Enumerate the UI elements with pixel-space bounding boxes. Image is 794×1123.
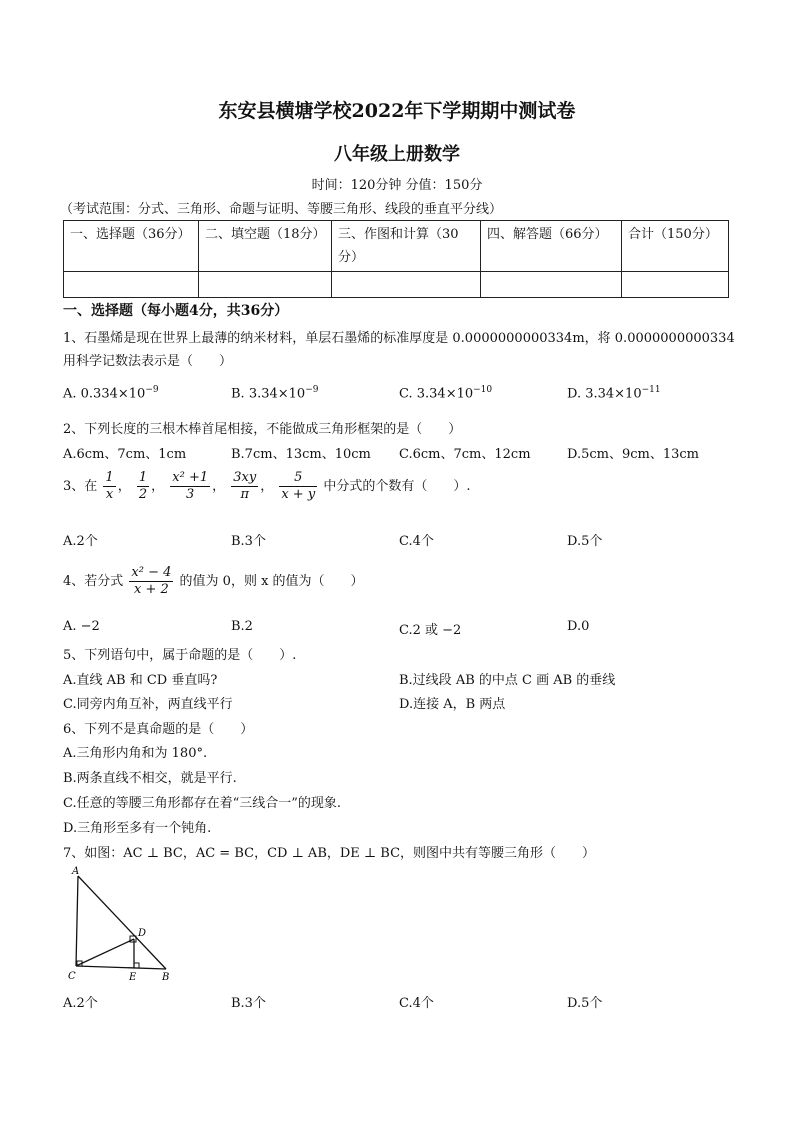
q5-option-b[interactable]: B.过线段 AB 的中点 C 画 AB 的垂线 xyxy=(399,673,616,688)
q2-option-d[interactable]: D.5cm、9cm、13cm xyxy=(567,447,699,462)
q1-stem-line2: 用科学记数法表示是（ ） xyxy=(63,354,233,369)
q2-option-c[interactable]: C.6cm、7cm、12cm xyxy=(399,447,531,462)
q1-option-c[interactable] xyxy=(399,385,492,401)
label-c: C xyxy=(68,971,76,982)
q2-option-b[interactable]: B.7cm、13cm、10cm xyxy=(231,447,371,462)
q4-fraction xyxy=(129,565,173,598)
q2-stem: 2、下列长度的三根木棒首尾相接，不能做成三角形框架的是（ ） xyxy=(63,422,462,437)
q4-option-a[interactable]: A. −2 xyxy=(63,619,100,634)
q1-option-b[interactable] xyxy=(231,385,318,401)
exam-meta: 时间：120分钟 分值：150分 xyxy=(311,178,483,193)
q1-option-a-text: A. 0.334×10 xyxy=(63,386,146,402)
q1-option-c-exp: −10 xyxy=(473,385,493,395)
q5-option-c[interactable]: C.同旁内角互补，两直线平行 xyxy=(63,697,233,712)
segment-ab xyxy=(78,876,166,969)
score-header-answer: 四、解答题（66分） xyxy=(481,221,622,272)
segment-ac xyxy=(76,876,78,966)
q1-option-c-text: C. 3.34×10 xyxy=(399,386,474,402)
q1-option-a[interactable] xyxy=(63,385,159,401)
q3-f4-den: π xyxy=(240,487,249,502)
q5-option-a[interactable]: A.直线 AB 和 CD 垂直吗? xyxy=(63,673,218,688)
segment-cb xyxy=(76,966,166,969)
q3-suffix: 中分式的个数有（ ）. xyxy=(323,479,471,494)
q5-stem: 5、下列语句中，属于命题的是（ ）. xyxy=(63,648,297,663)
score-table-header-row xyxy=(64,221,729,272)
q1-option-b-exp: −9 xyxy=(305,385,319,395)
q1-option-d-text: D. 3.34×10 xyxy=(567,386,642,402)
q3-fraction-1 xyxy=(103,470,115,503)
q7-triangle-figure xyxy=(66,866,176,986)
q3-f1-den: x xyxy=(105,487,114,502)
score-table xyxy=(63,220,729,298)
q3-prefix: 3、在 xyxy=(63,479,98,494)
q4-option-b[interactable]: B.2 xyxy=(231,619,253,634)
q7-option-b[interactable]: B.3个 xyxy=(231,996,266,1011)
q1-option-d[interactable] xyxy=(567,385,661,401)
q1-option-b-text: B. 3.34×10 xyxy=(231,386,306,402)
score-table-value-row xyxy=(64,272,729,298)
q2-option-a[interactable]: A.6cm、7cm、1cm xyxy=(63,447,187,462)
q3-f4-num: 3xy xyxy=(233,470,257,485)
exam-title: 东安县横塘学校2022年下学期期中测试卷 xyxy=(218,100,576,122)
score-cell-fill[interactable] xyxy=(199,272,332,298)
q7-stem: 7、如图：AC ⊥ BC，AC = BC，CD ⊥ AB，DE ⊥ BC，则图中共有等腰三角形（ ） xyxy=(63,846,596,861)
q4-option-c[interactable]: C.2 或 −2 xyxy=(399,623,462,638)
q5-option-d[interactable]: D.连接 A，B 两点 xyxy=(399,697,506,712)
q3-fraction-2 xyxy=(137,470,149,503)
q3-f3-num: x² +1 xyxy=(172,470,209,485)
segment-cd xyxy=(76,939,134,966)
q3-option-b[interactable]: B.3个 xyxy=(231,534,266,549)
score-cell-choice[interactable] xyxy=(64,272,199,298)
score-header-choice: 一、选择题（36分） xyxy=(64,221,199,272)
q6-stem: 6、下列不是真命题的是（ ） xyxy=(63,722,254,737)
q6-option-b[interactable]: B.两条直线不相交，就是平行. xyxy=(63,771,237,786)
q3-f5-num: 5 xyxy=(279,470,317,487)
section-heading: 一、选择题（每小题4分，共36分） xyxy=(63,303,289,319)
q7-option-a[interactable]: A.2个 xyxy=(63,996,98,1011)
score-cell-total[interactable] xyxy=(622,272,729,298)
q3-f5-den: x + y xyxy=(281,487,316,502)
label-b: B xyxy=(162,972,170,983)
label-a: A xyxy=(72,866,80,877)
score-cell-draw[interactable] xyxy=(332,272,481,298)
q6-option-c[interactable]: C.任意的等腰三角形都存在着“三线合一”的现象. xyxy=(63,796,342,811)
q1-option-d-exp: −11 xyxy=(641,385,661,395)
q7-option-c[interactable]: C.4个 xyxy=(399,996,434,1011)
q3-fraction-5 xyxy=(279,470,317,503)
q4-prefix: 4、若分式 xyxy=(63,574,124,589)
q3-f2-den: 2 xyxy=(138,487,148,502)
q3-fraction-3 xyxy=(170,470,210,503)
score-header-fill: 二、填空题（18分） xyxy=(199,221,332,272)
q4-stem xyxy=(63,565,364,598)
q6-option-a[interactable]: A.三角形内角和为 180°. xyxy=(63,746,208,761)
q3-option-d[interactable]: D.5个 xyxy=(567,534,603,549)
right-angle-e xyxy=(134,963,139,968)
score-header-draw: 三、作图和计算（30分） xyxy=(332,221,481,272)
q4-f-num: x² − 4 xyxy=(131,565,172,580)
label-d: D xyxy=(138,928,147,939)
q3-stem: 3、在 $\frac{1}{x}$ ， $\frac{1}{2}$ ， $\frac{\text{x² +1}}{3}$ ， $\frac{3xy}{\pi}$ ， $\frac{5}{x + y}$ 中分式的个数有（ ）. xyxy=(63,470,471,502)
q3-fraction-4 xyxy=(231,470,258,503)
q4-f-den: x + 2 xyxy=(134,582,169,597)
q3-f2-num: 1 xyxy=(138,470,148,485)
q3-f1-num: 1 xyxy=(105,470,114,485)
q7-option-d[interactable]: D.5个 xyxy=(567,996,603,1011)
q4-option-d[interactable]: D.0 xyxy=(567,619,590,634)
q1-stem-line1: 1、石墨烯是现在世界上最薄的纳米材料，单层石墨烯的标准厚度是 0.0000000000334m，将 0.0000000000334 xyxy=(63,331,735,346)
q4-suffix: 的值为 0，则 x 的值为（ ） xyxy=(179,574,364,589)
label-e: E xyxy=(129,972,137,983)
q6-option-d[interactable]: D.三角形至多有一个钝角. xyxy=(63,821,212,836)
q3-option-a[interactable]: A.2个 xyxy=(63,534,98,549)
score-cell-answer[interactable] xyxy=(481,272,622,298)
q3-option-c[interactable]: C.4个 xyxy=(399,534,434,549)
q1-option-a-exp: −9 xyxy=(145,385,159,395)
q3-f3-den: 3 xyxy=(186,487,195,502)
score-header-total: 合计（150分） xyxy=(622,221,729,272)
exam-subtitle: 八年级上册数学 xyxy=(334,144,460,165)
exam-scope: （考试范围：分式、三角形、命题与证明、等腰三角形、线段的垂直平分线） xyxy=(60,202,503,217)
